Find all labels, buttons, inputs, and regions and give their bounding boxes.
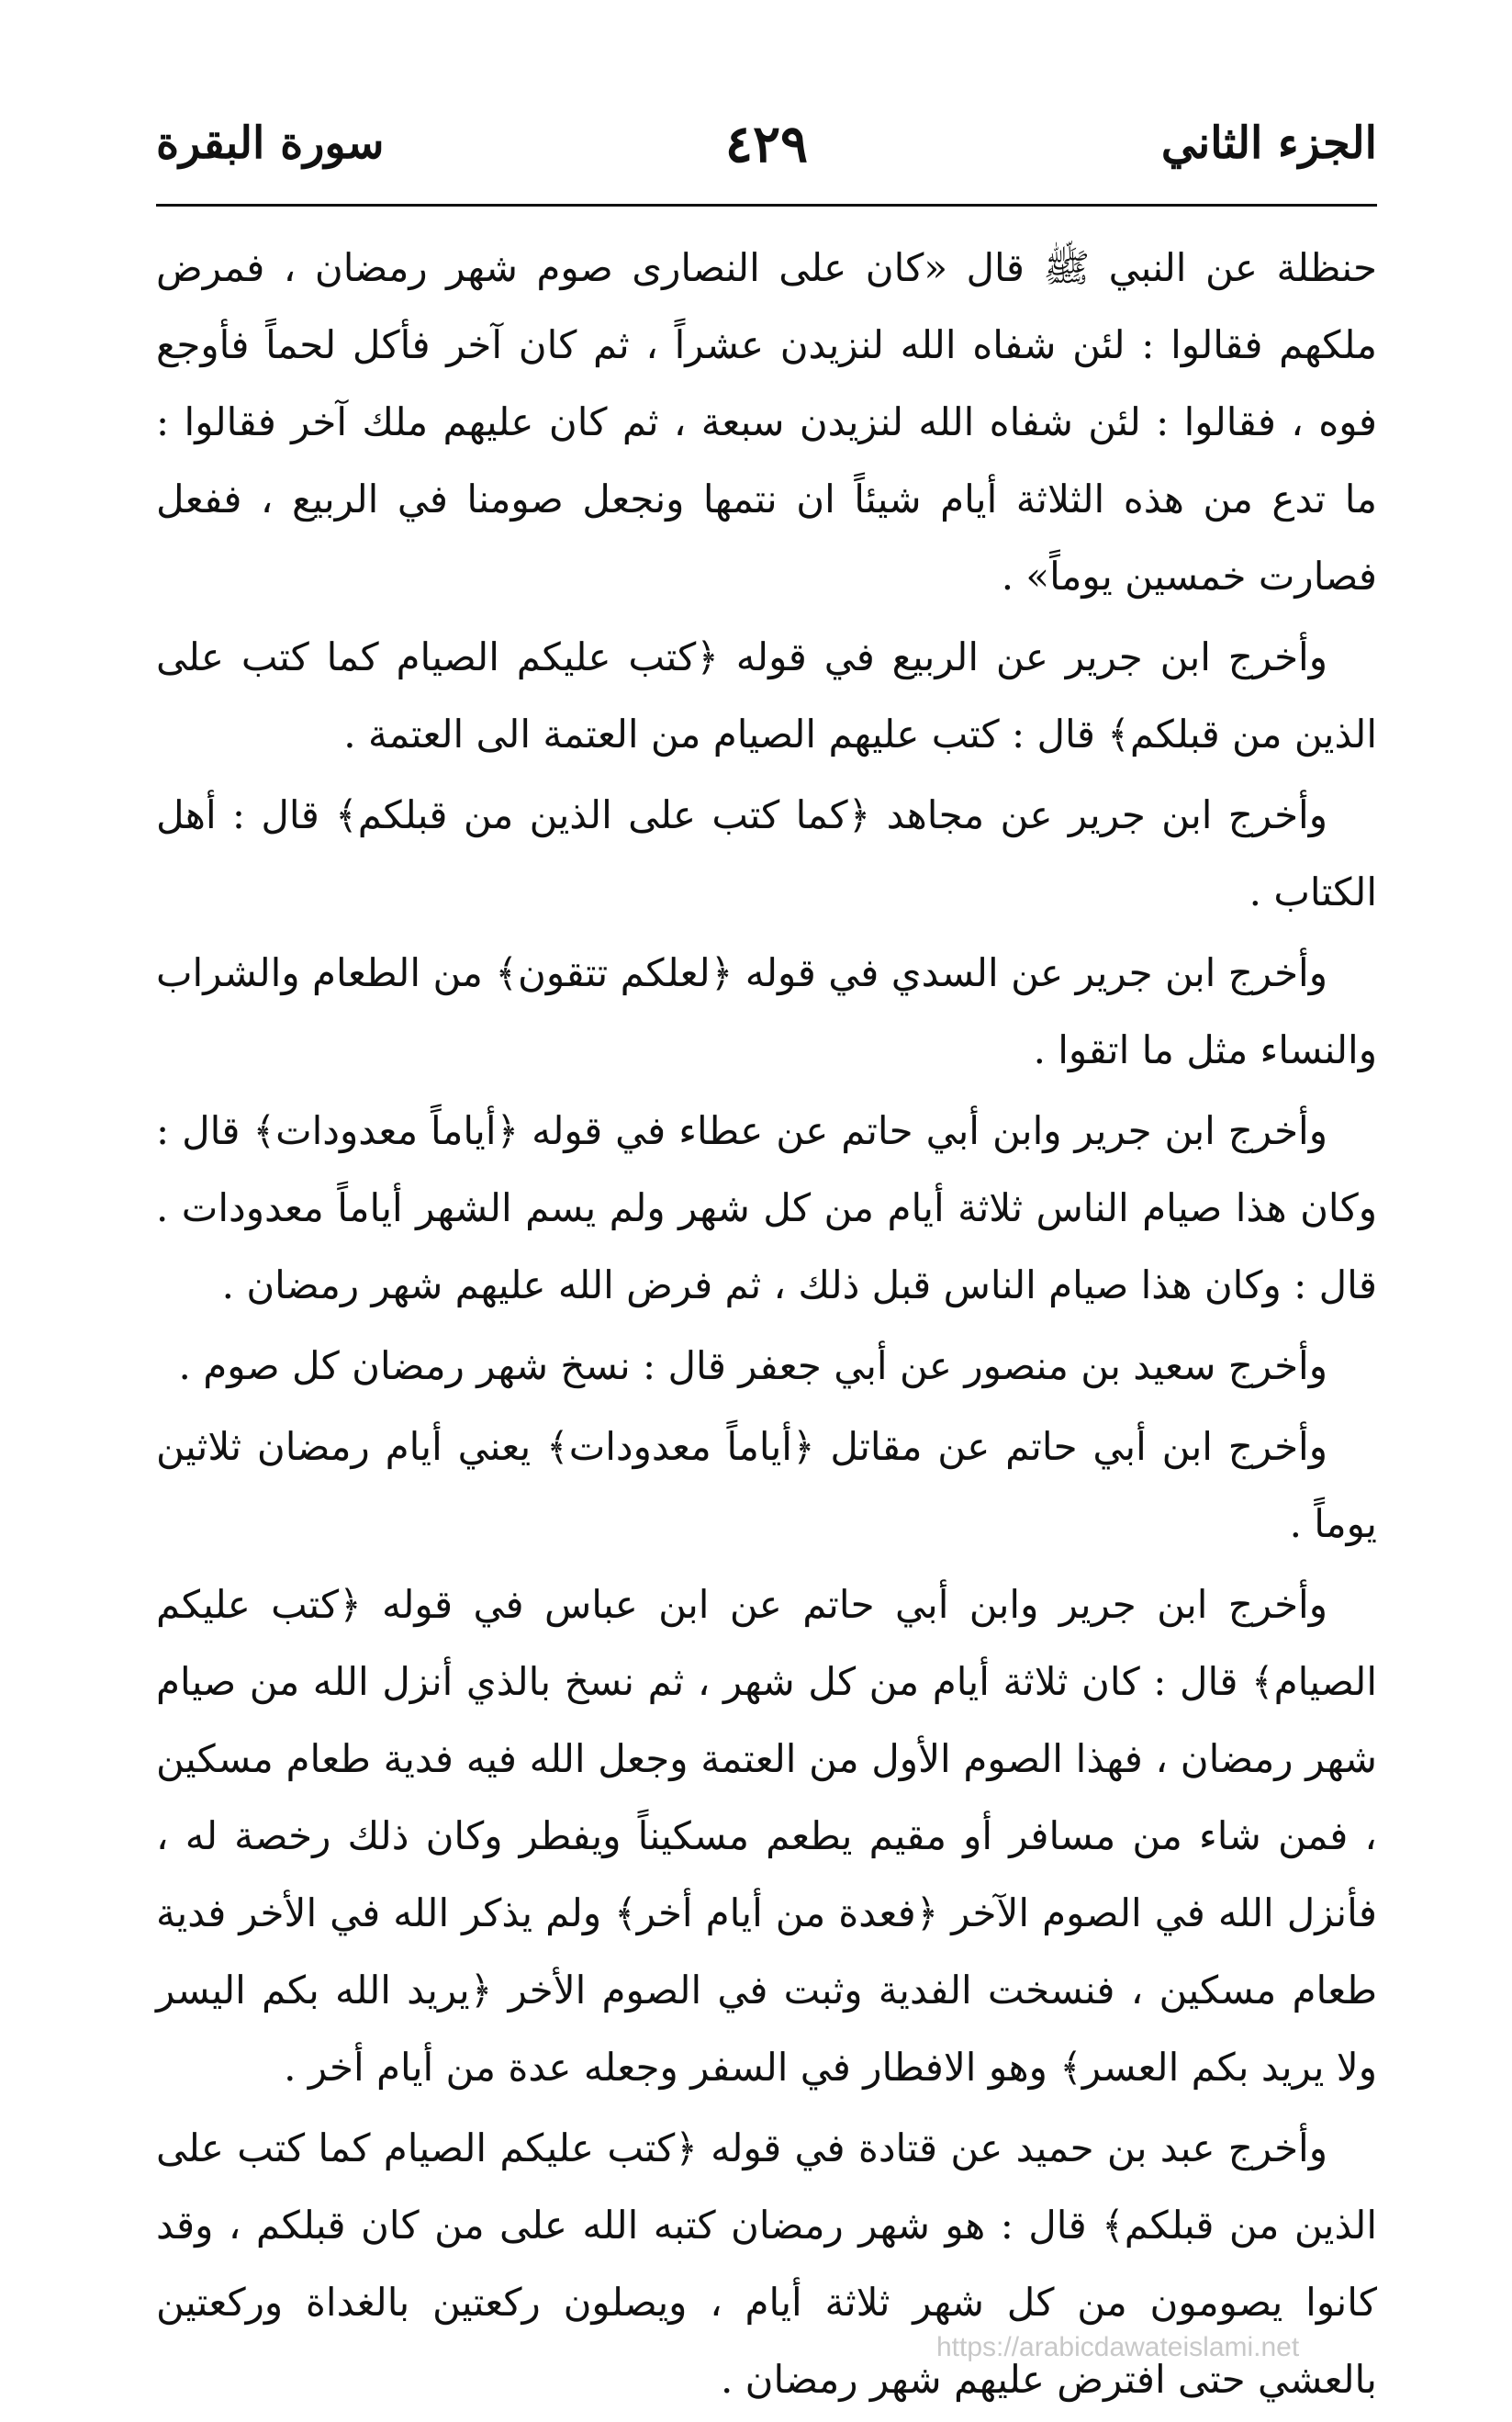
paragraph-1: حنظلة عن النبي ﷺ قال «كان على النصارى صوم شهر رمضان ، فمرض ملكهم فقالوا : لئن شفاه الله لنزيدن عشراً ، ثم كان آخر فأكل لحماً فأوجع فوه ، فقالوا : لئن شفاه الله لنزيدن سبعة ، ثم كان عليهم ملك آخر فقالوا : ما تدع من هذه الثلاثة أيام شيئاً ان نتمها ونجعل صومنا في الربيع ، ففعل فصارت خمسين يوماً» . bbox=[156, 245, 1377, 599]
header-divider bbox=[156, 204, 1377, 207]
part-title: الجزء الثاني bbox=[1160, 118, 1377, 169]
paragraph-7: وأخرج ابن أبي حاتم عن مقاتل ﴿أياماً معدودات﴾ يعني أيام رمضان ثلاثين يوماً . bbox=[156, 1424, 1377, 1546]
paragraph-5: وأخرج ابن جرير وابن أبي حاتم عن عطاء في قوله ﴿أياماً معدودات﴾ قال : وكان هذا صيام الناس ثلاثة أيام من كل شهر ولم يسم الشهر أياماً معدودات . قال : وكان هذا صيام الناس قبل ذلك ، ثم فرض الله عليهم شهر رمضان . bbox=[156, 1108, 1377, 1307]
paragraph-2: وأخرج ابن جرير عن الربيع في قوله ﴿كتب عليكم الصيام كما كتب على الذين من قبلكم﴾ قال : كتب عليهم الصيام من العتمة الى العتمة . bbox=[156, 634, 1377, 757]
surah-title: سورة البقرة bbox=[156, 118, 385, 169]
paragraph-6: وأخرج سعيد بن منصور عن أبي جعفر قال : نسخ شهر رمضان كل صوم . bbox=[178, 1343, 1327, 1388]
paragraph-9: وأخرج عبد بن حميد عن قتادة في قوله ﴿كتب عليكم الصيام كما كتب على الذين من قبلكم﴾ قال : هو شهر رمضان كتبه الله على من كان قبلكم ، وقد كانوا يصومون من كل شهر ثلاثة أيام ، ويصلون ركعتين بالغداة وركعتين بالعشي حتى افترض عليهم شهر رمضان . bbox=[156, 2125, 1377, 2402]
paragraph-8: وأخرج ابن جرير وابن أبي حاتم عن ابن عباس في قوله ﴿كتب عليكم الصيام﴾ قال : كان ثلاثة أيام من كل شهر ، ثم نسخ بالذي أنزل الله من صيام شهر رمضان ، فهذا الصوم الأول من العتمة وجعل الله فيه فدية طعام مسكين ، فمن شاء من مسافر أو مقيم يطعم مسكيناً ويفطر وكان ذلك رخصة له ، فأنزل الله في الصوم الآخر ﴿فعدة من أيام أخر﴾ ولم يذكر الله في الأخر فدية طعام مسكين ، فنسخت الفدية وثبت في الصوم الأخر ﴿يريد الله بكم اليسر ولا يريد بكم العسر﴾ وهو الافطار في السفر وجعله عدة من أيام أخر . bbox=[156, 1582, 1377, 2090]
running-header bbox=[156, 114, 1377, 191]
page-number: ٤٢٩ bbox=[724, 114, 809, 174]
source-watermark: https://arabicdawateislami.net bbox=[936, 2332, 1300, 2362]
paragraph-3: وأخرج ابن جرير عن مجاهد ﴿كما كتب على الذين من قبلكم﴾ قال : أهل الكتاب . bbox=[156, 792, 1377, 914]
paragraph-4: وأخرج ابن جرير عن السدي في قوله ﴿لعلكم تتقون﴾ من الطعام والشراب والنساء مثل ما اتقوا . bbox=[156, 950, 1377, 1072]
page-body bbox=[156, 230, 1377, 2422]
